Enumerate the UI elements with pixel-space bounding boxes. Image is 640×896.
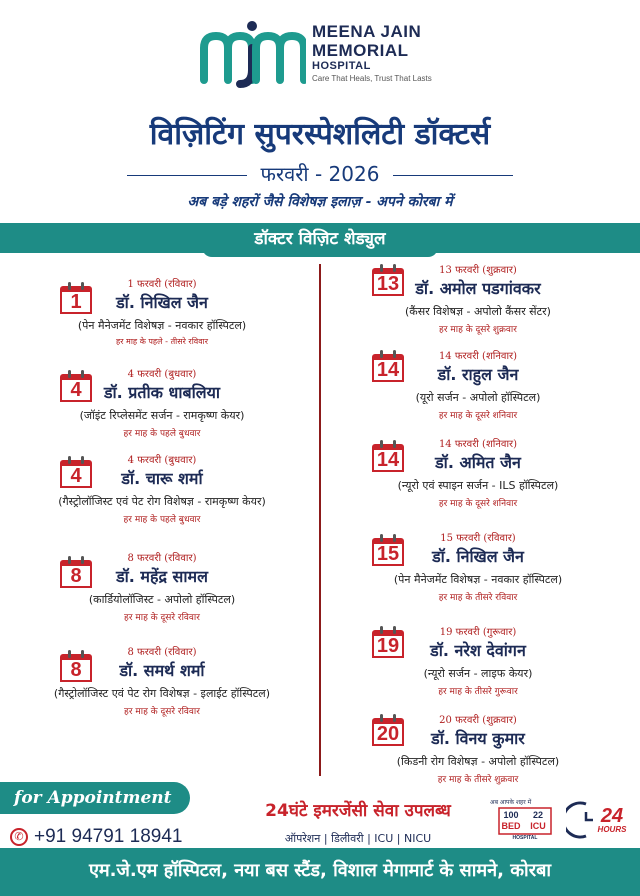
icu-count: 22 — [532, 810, 544, 820]
doctor-name: डॉ. चारू शर्मा — [121, 469, 203, 488]
visit-date: 15 फरवरी (रविवार) — [440, 533, 516, 544]
icu-label: ICU — [530, 821, 546, 831]
emergency-services: ऑपरेशन | डिलीवरी | ICU | NICU — [284, 832, 432, 845]
doctor-name: डॉ. अमित जैन — [435, 453, 521, 472]
appointment-label: for Appointment — [0, 782, 190, 814]
doctor-name: डॉ. निखिल जैन — [432, 547, 524, 566]
phone-number[interactable]: +91 94791 18941 — [34, 826, 183, 847]
calendar-day: 14 — [372, 360, 404, 382]
subtitle: अब बड़े शहरों जैसे विशेषज्ञ इलाज़ - अपने कोरबा में — [187, 194, 453, 210]
doctor-entry — [328, 436, 628, 509]
doctor-name: डॉ. निखिल जैन — [116, 293, 208, 312]
doctor-entry — [12, 452, 312, 525]
bed-count: 100 — [503, 810, 519, 820]
doctor-specialty: (यूरो सर्जन - अपोलो हॉस्पिटल) — [415, 391, 541, 404]
bed-label: BED — [501, 821, 521, 831]
visit-date: 20 फरवरी (शुक्रवार) — [439, 715, 517, 726]
doctor-specialty: (कैंसर विशेषज्ञ - अपोलो कैंसर सेंटर) — [405, 305, 551, 318]
logo-text — [312, 22, 432, 83]
visit-schedule: हर माह के दूसरे शनिवार — [438, 499, 518, 509]
bed-icu-logo-icon — [498, 800, 552, 840]
calendar-day: 13 — [372, 274, 404, 296]
doctor-specialty: (न्यूरो सर्जन - लाइफ केयर) — [423, 667, 533, 680]
doctor-specialty: (किडनी रोग विशेषज्ञ - अपोलो हॉस्पिटल) — [396, 755, 560, 768]
calendar-day: 4 — [60, 380, 92, 402]
visit-schedule: हर माह के पहले - तीसरे रविवार — [115, 337, 209, 346]
month-line-right — [393, 175, 513, 176]
visit-schedule: हर माह के दूसरे शुक्रवार — [439, 325, 517, 335]
calendar-day: 1 — [60, 292, 92, 314]
column-divider — [319, 264, 321, 776]
doctor-specialty: (गैस्ट्रोलॉजिस्ट एवं पेट रोग विशेषज्ञ - रामकृष्ण केयर) — [58, 495, 266, 508]
visit-schedule: हर माह के तीसरे गुरूवार — [438, 687, 518, 697]
visit-date: 1 फरवरी (रविवार) — [127, 279, 197, 290]
visit-schedule: हर माह के पहले बुधवार — [123, 515, 201, 525]
page-title: विज़िटिंग सुपरस्पेशलिटी डॉक्टर्स — [149, 117, 491, 152]
calendar-day: 8 — [60, 660, 92, 682]
doctor-specialty: (न्यूरो एवं स्पाइन सर्जन - ILS हॉस्पिटल) — [397, 479, 559, 492]
calendar-day: 14 — [372, 450, 404, 472]
doctor-specialty: (गैस्ट्रोलॉजिस्ट एवं पेट रोग विशेषज्ञ - इलाईट हॉस्पिटल) — [53, 687, 271, 700]
doctor-name: डॉ. प्रतीक धाबलिया — [103, 383, 221, 402]
visit-date: 8 फरवरी (रविवार) — [127, 647, 197, 658]
hospital-logo-icon — [196, 18, 306, 88]
hours-label: HOURS — [597, 825, 627, 834]
calendar-day: 15 — [372, 544, 404, 566]
phone-icon: ✆ — [10, 828, 28, 846]
doctor-entry — [12, 276, 312, 347]
doctor-name: डॉ. अमोल पडगांवकर — [415, 279, 541, 298]
visit-date: 14 फरवरी (शनिवार) — [438, 439, 518, 450]
logo-line-3: HOSPITAL — [312, 60, 371, 72]
doctor-specialty: (कार्डियोलॉजिस्ट - अपोलो हॉस्पिटल) — [88, 593, 236, 606]
logo-tagline: Care That Heals, Trust That Lasts — [312, 74, 432, 83]
phone-row[interactable] — [10, 826, 182, 848]
visit-date: 4 फरवरी (बुधवार) — [127, 455, 197, 466]
visit-schedule: हर माह के तीसरे शुक्रवार — [437, 775, 519, 785]
visit-date: 4 फरवरी (बुधवार) — [127, 369, 197, 380]
visit-schedule: हर माह के दूसरे शनिवार — [438, 411, 518, 421]
visit-schedule: हर माह के दूसरे रविवार — [124, 707, 200, 717]
doctor-entry — [328, 262, 628, 335]
month-line-left — [127, 175, 247, 176]
doctor-entry — [12, 644, 312, 717]
24-number: 24 — [600, 805, 624, 827]
doctor-entry — [12, 550, 312, 623]
calendar-day: 4 — [60, 466, 92, 488]
doctor-entry — [12, 366, 312, 439]
doctor-specialty: (पेन मैनेजमेंट विशेषज्ञ - नवकार हॉस्पिटल) — [393, 573, 563, 586]
doctor-entry — [328, 348, 628, 421]
visit-schedule: हर माह के तीसरे रविवार — [438, 593, 518, 603]
calendar-day: 20 — [372, 724, 404, 746]
doctor-specialty: (जॉइंट रिप्लेसमेंट सर्जन - रामकृष्ण केयर) — [79, 409, 245, 422]
doctor-entry — [328, 530, 628, 603]
doctor-entry — [328, 712, 628, 785]
doctor-specialty: (पेन मैनेजमेंट विशेषज्ञ - नवकार हॉस्पिटल) — [77, 319, 247, 332]
hospital-label: HOSPITAL — [512, 835, 538, 840]
header — [0, 0, 640, 108]
doctor-name: डॉ. समर्थ शर्मा — [119, 661, 205, 680]
calendar-day: 8 — [60, 566, 92, 588]
emergency-title: 24घंटे इमरजेंसी सेवा उपलब्ध — [265, 801, 451, 821]
calendar-day: 19 — [372, 636, 404, 658]
emergency-section — [228, 798, 488, 846]
month-label: फरवरी - 2026 — [260, 162, 380, 186]
visit-schedule: हर माह के पहले बुधवार — [123, 429, 201, 439]
visit-date: 14 फरवरी (शनिवार) — [438, 351, 518, 362]
visit-date: 19 फरवरी (गुरूवार) — [439, 627, 517, 638]
24-hours-icon — [566, 798, 636, 842]
visit-date: 8 फरवरी (रविवार) — [127, 553, 197, 564]
visit-schedule: हर माह के दूसरे रविवार — [124, 613, 200, 623]
visit-date: 13 फरवरी (शुक्रवार) — [439, 265, 517, 276]
footer-address: एम.जे.एम हॉस्पिटल, नया बस स्टैंड, विशाल मेगामार्ट के सामने, कोरबा — [0, 848, 640, 896]
logo-line-2: MEMORIAL — [312, 41, 409, 60]
doctor-name: डॉ. राहुल जैन — [437, 365, 519, 384]
logo-line-1: MEENA JAIN — [312, 22, 422, 41]
schedule-banner-label: डॉक्टर विज़िट शेड्युल — [202, 223, 438, 257]
doctor-name: डॉ. नरेश देवांगन — [430, 641, 526, 660]
doctor-name: डॉ. विनय कुमार — [431, 729, 525, 748]
bed-logo-caption: अब आपके शहर में — [490, 799, 532, 806]
month-row — [0, 160, 640, 187]
doctor-name: डॉ. महेंद्र सामल — [116, 567, 208, 586]
doctor-entry — [328, 624, 628, 697]
